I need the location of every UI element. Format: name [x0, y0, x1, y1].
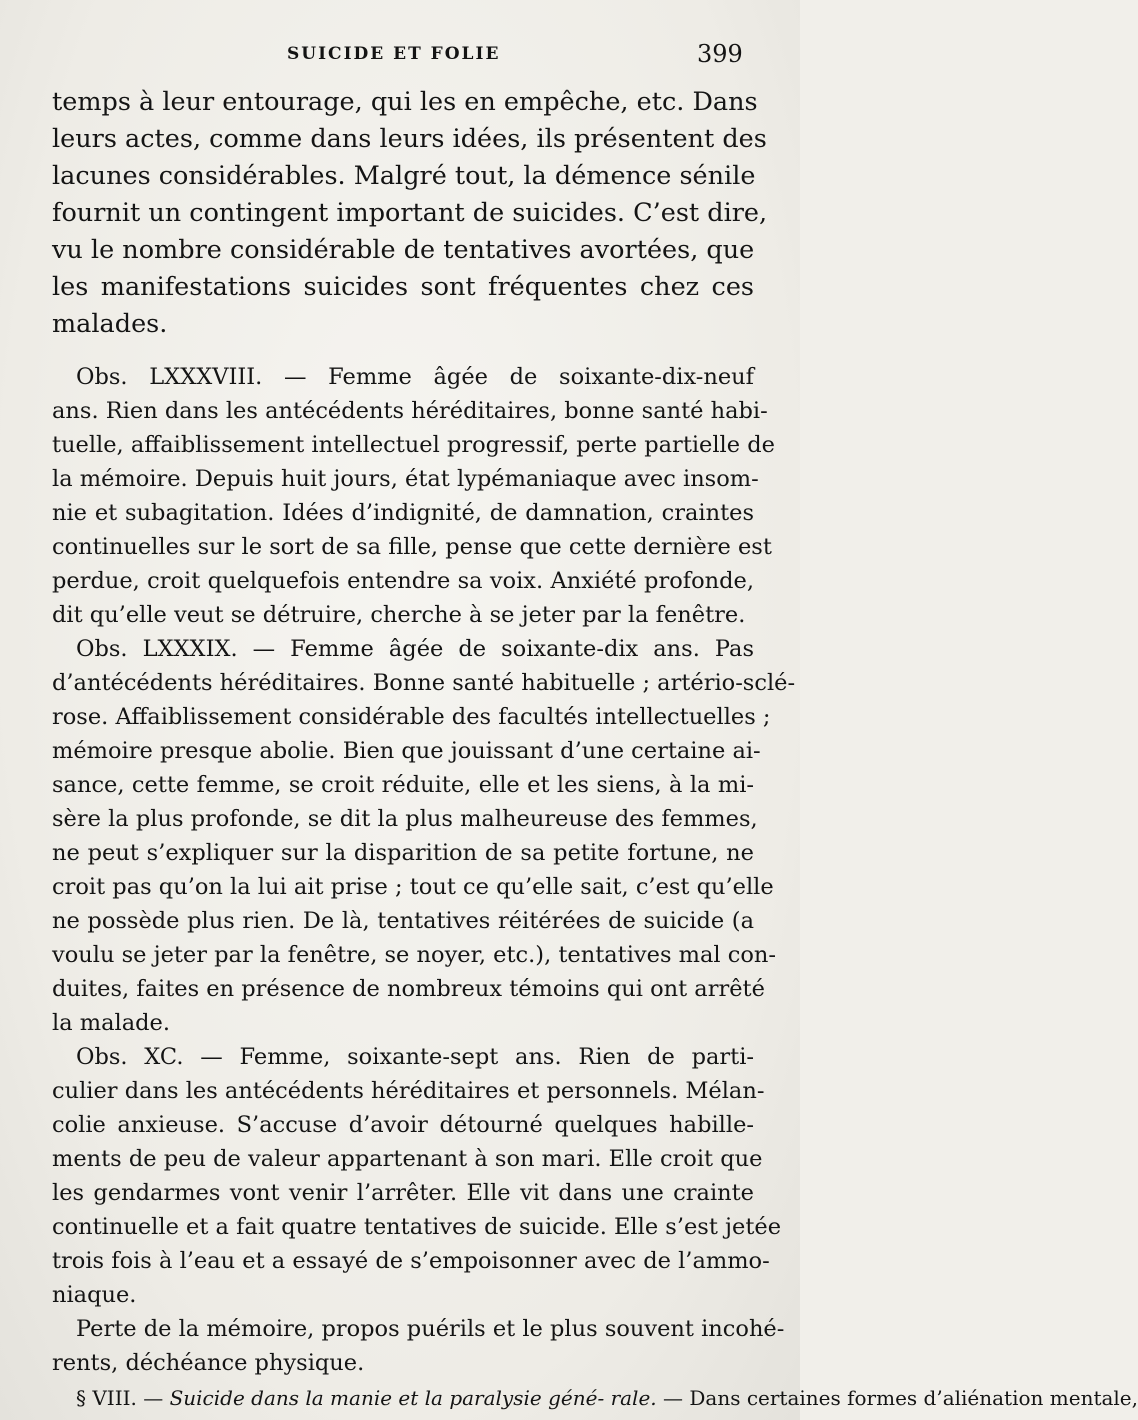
running-head [0, 36, 800, 76]
observation-90-line: Obs. XC. — Femme, soixante-sept ans. Rien de parti- [76, 1044, 754, 1070]
observation-90-line: trois fois à l’eau et a essayé de s’empoisonner avec de l’ammo- [52, 1248, 770, 1274]
observation-89-line: sère la plus profonde, se dit la plus malheureuse des femmes, [52, 806, 758, 832]
page-number: 399 [697, 40, 743, 68]
outcome-line: Perte de la mémoire, propos puérils et le plus souvent incohé- [76, 1316, 785, 1342]
observation-88-line: nie et subagitation. Idées d’indignité, de damnation, craintes [52, 500, 754, 526]
section-title: Suicide dans la manie et la paralysie géné- [169, 1386, 605, 1410]
observation-88-line: Obs. LXXXVIII. — Femme âgée de soixante-dix-neuf [76, 364, 754, 390]
observation-89-line: croit pas qu’on la lui ait prise ; tout ce qu’elle sait, c’est qu’elle [52, 874, 774, 900]
section-heading [76, 1378, 1138, 1418]
section-title-end: rale. [610, 1386, 663, 1410]
observation-90-line: culier dans les antécédents héréditaires et personnels. Mélan- [52, 1078, 765, 1104]
observation-90-line: colie anxieuse. S’accuse d’avoir détourné quelques habille- [52, 1112, 754, 1138]
observation-88-line: continuelles sur le sort de sa fille, pense que cette dernière est [52, 534, 772, 560]
intro-line: fournit un contingent important de suicides. C’est dire, [52, 198, 768, 228]
intro-line: temps à leur entourage, qui les en empêche, etc. Dans [52, 87, 758, 117]
section-dash: — [663, 1386, 690, 1410]
intro-line: vu le nombre considérable de tentatives avortées, que [52, 235, 755, 265]
observation-89-line: ne peut s’expliquer sur la disparition de sa petite fortune, ne [52, 840, 754, 866]
observation-89-line: duites, faites en présence de nombreux témoins qui ont arrêté [52, 976, 765, 1002]
running-title: SUICIDE ET FOLIE [287, 44, 501, 64]
observation-89-line: Obs. LXXXIX. — Femme âgée de soixante-dix ans. Pas [76, 636, 754, 662]
observation-88-line: ans. Rien dans les antécédents héréditaires, bonne santé habi- [52, 398, 768, 424]
observation-88-line: la mémoire. Depuis huit jours, état lypémaniaque avec insom- [52, 466, 759, 492]
observation-88-line: dit qu’elle veut se détruire, cherche à se jeter par la fenêtre. [52, 602, 746, 628]
observation-90-line: continuelle et a fait quatre tentatives de suicide. Elle s’est jetée [52, 1214, 782, 1240]
observation-90-line: niaque. [52, 1282, 137, 1308]
observation-88-line: tuelle, affaiblissement intellectuel progressif, perte partielle de [52, 432, 775, 458]
observation-89-line: sance, cette femme, se croit réduite, elle et les siens, à la mi- [52, 772, 754, 798]
observation-89-line: mémoire presque abolie. Bien que jouissant d’une certaine ai- [52, 738, 761, 764]
observation-89-line: la malade. [52, 1010, 170, 1036]
observation-89-line: d’antécédents héréditaires. Bonne santé habituelle ; artério-sclé- [52, 670, 796, 696]
observation-89-line: ne possède plus rien. De là, tentatives réitérées de suicide (a [52, 908, 754, 934]
intro-line: leurs actes, comme dans leurs idées, ils présentent des [52, 124, 767, 154]
outcome-line: rents, déchéance physique. [52, 1350, 365, 1376]
intro-line: les manifestations suicides sont fréquentes chez ces [52, 272, 754, 302]
observation-89-line: voulu se jeter par la fenêtre, se noyer, etc.), tentatives mal con- [52, 942, 776, 968]
section-number: § VIII. — [76, 1386, 164, 1410]
observation-88-line: perdue, croit quelquefois entendre sa voix. Anxiété profonde, [52, 568, 754, 594]
section-continuation: Dans certaines formes d’aliénation mentale, [689, 1386, 1138, 1410]
intro-line: malades. [52, 309, 168, 339]
observation-89-line: rose. Affaiblissement considérable des facultés intellectuelles ; [52, 704, 771, 730]
intro-line: lacunes considérables. Malgré tout, la démence sénile [52, 161, 756, 191]
observation-90-line: ments de peu de valeur appartenant à son mari. Elle croit que [52, 1146, 763, 1172]
observation-90-line: les gendarmes vont venir l’arrêter. Elle vit dans une crainte [52, 1180, 754, 1206]
